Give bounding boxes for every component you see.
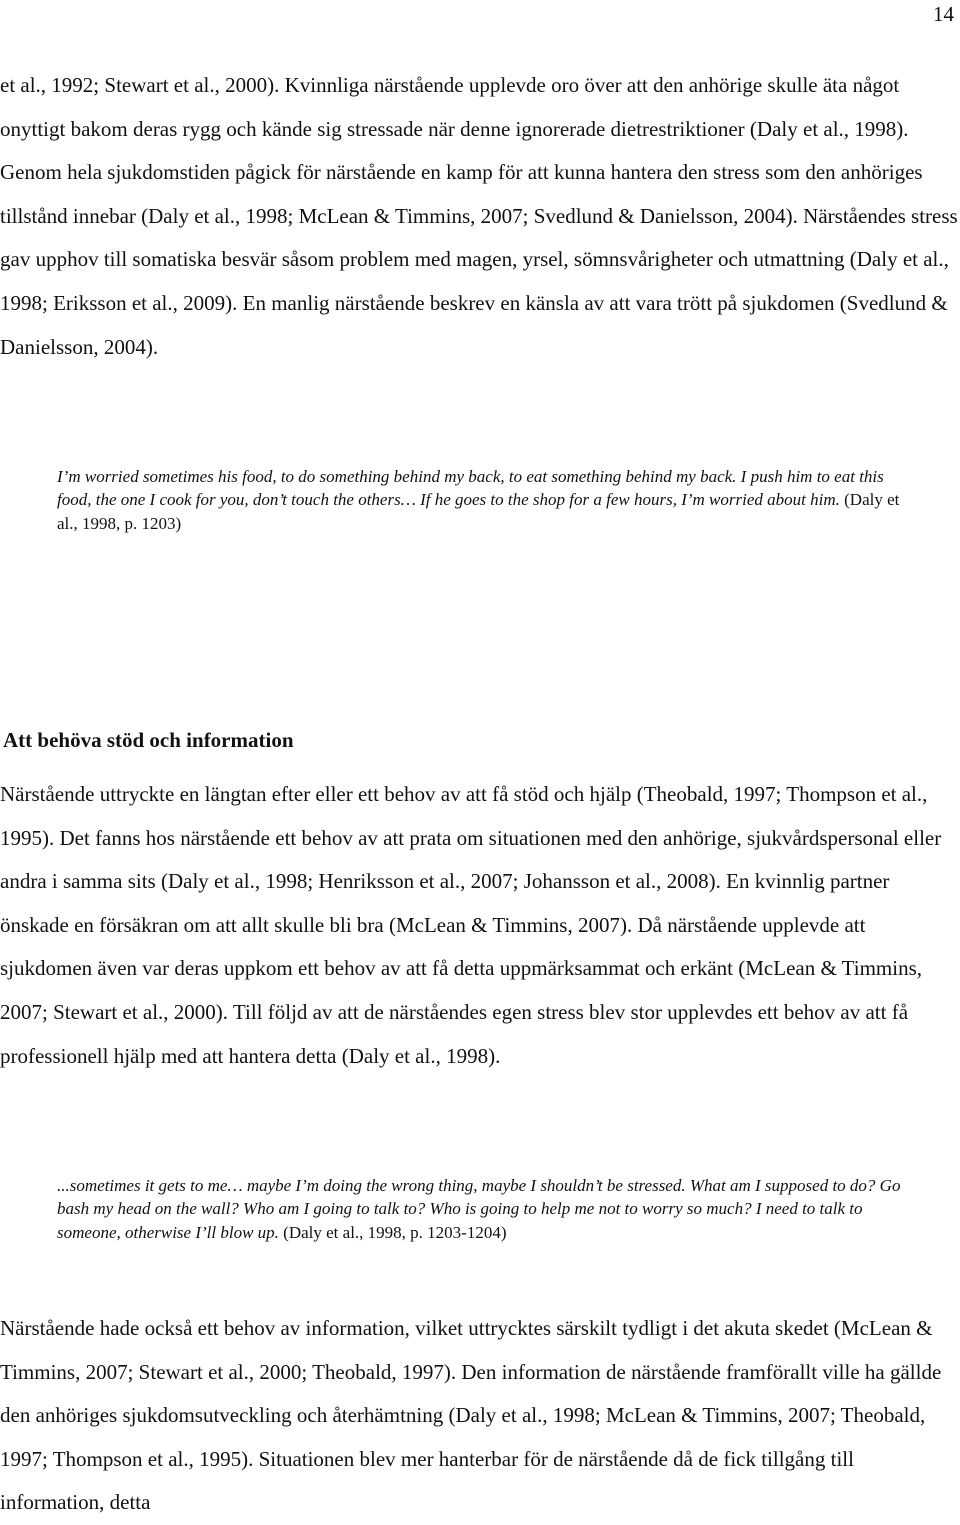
- quote-text: I’m worried sometimes his food, to do something behind my back, to eat something behind my back. I push him to eat this food, the one I cook for you, don’t touch the others… If he goes to the shop for a few hours, I’m worried about him.: [57, 467, 884, 510]
- page-number: 14: [933, 2, 954, 26]
- quote-citation: (Daly et al., 1998, p. 1203): [57, 490, 900, 533]
- paragraph-support: Närstående uttryckte en längtan efter eller ett behov av att få stöd och hjälp (Theobald, 1997; Thompson et al., 1995). Det fanns hos närstående ett behov av att prata om situationen med den anhörige, sjukvårdspersonal eller andra i samma sits (Daly et al., 1998; Henriksson et al., 2007; Johansson et al., 2008). En kvinnlig partner önskade en försäkran om att allt skulle bli bra (McLean & Timmins, 2007). Då närstående upplevde att sjukdomen även var deras uppkom ett behov av att få detta uppmärksammat och erkänt (McLean & Timmins, 2007; Stewart et al., 2000). Till följd av att de närståendes egen stress blev stor upplevdes ett behov av att få professionell hjälp med att hantera detta (Daly et al., 1998).: [0, 782, 942, 1068]
- paragraph-information: Närstående hade också ett behov av information, vilket uttrycktes särskilt tydligt i det akuta skedet (McLean & Timmins, 2007; Stewart et al., 2000; Theobald, 1997). Den information de närstående framförallt ville ha gällde den anhöriges sjukdomsutveckling och återhämtning (Daly et al., 1998; McLean & Timmins, 2007; Theobald, 1997; Thompson et al., 1995). Situationen blev mer hanterbar för de närstående då de fick tillgång till information, detta: [0, 1316, 942, 1515]
- block-quote-stressed: [57, 1174, 907, 1244]
- section-heading: Att behöva stöd och information: [3, 728, 294, 752]
- quote-text: ...sometimes it gets to me… maybe I’m doing the wrong thing, maybe I shouldn’t be stressed. What am I supposed to do? Go bash my head on the wall? Who am I going to talk to? Who is going to help me not to worry so much? I need to talk to someone, otherwise I’ll blow up.: [57, 1176, 901, 1242]
- paragraph-stress: et al., 1992; Stewart et al., 2000). Kvinnliga närstående upplevde oro över att den anhörige skulle äta något onyttigt bakom deras rygg och kände sig stressade när denne ignorerade dietrestriktioner (Daly et al., 1998). Genom hela sjukdomstiden pågick för närstående en kamp för att kunna hantera den stress som den anhöriges tillstånd innebar (Daly et al., 1998; McLean & Timmins, 2007; Svedlund & Danielsson, 2004). Närståendes stress gav upphov till somatiska besvär såsom problem med magen, yrsel, sömnsvårigheter och utmattning (Daly et al., 1998; Eriksson et al., 2009). En manlig närstående beskrev en känsla av att vara trött på sjukdomen (Svedlund & Danielsson, 2004).: [0, 73, 958, 359]
- quote-citation: (Daly et al., 1998, p. 1203-1204): [283, 1222, 507, 1242]
- block-quote-worried: [57, 465, 907, 535]
